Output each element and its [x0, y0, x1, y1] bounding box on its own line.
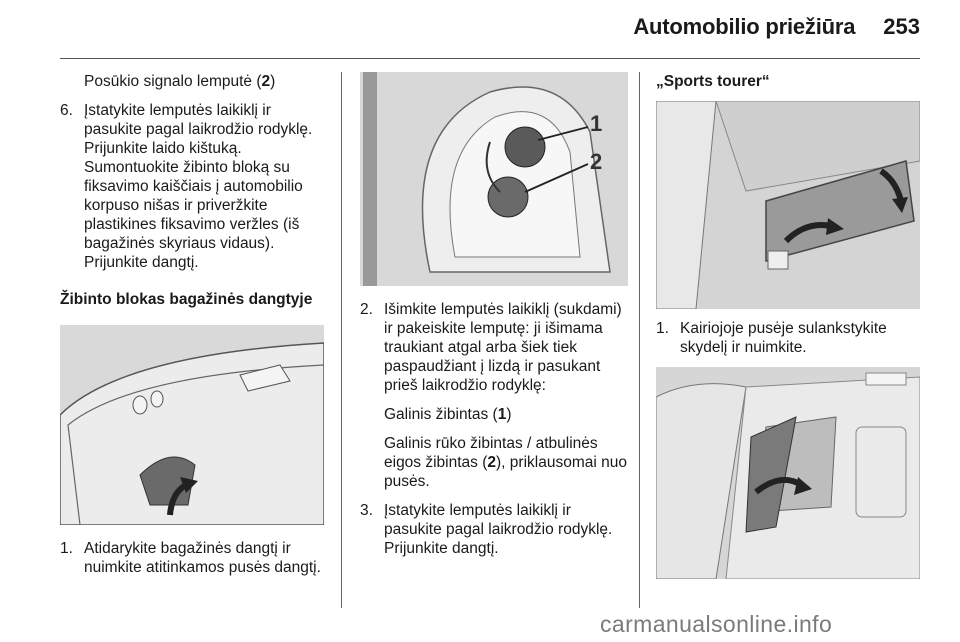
sub-ref: 1: [497, 406, 507, 423]
column-left: [60, 72, 328, 587]
sub-text: Galinis rūko žibintas / atbulinės eigos žibintas (: [384, 435, 598, 471]
intro-ref: 2: [261, 73, 271, 90]
column-divider-right: [639, 72, 640, 608]
page-header: [633, 14, 920, 40]
step-number: 1.: [60, 540, 73, 557]
column-right: [656, 72, 920, 579]
sub-text-end: ), priklausomai nuo pusės.: [384, 454, 627, 490]
step-text: Kairiojoje pusėje sulankstykite skydelį ir nuimkite.: [680, 320, 887, 356]
column-divider-left: [341, 72, 342, 608]
step-number: 2.: [360, 301, 373, 318]
intro-line: [60, 72, 328, 91]
step-1-right: [656, 319, 920, 357]
step-text: Įstatykite lemputės laikiklį ir pasukite pagal laikrodžio rodyklę. Prijunkite dangtį.: [384, 502, 613, 557]
page-title: Automobilio priežiūra: [633, 14, 856, 39]
column-middle: [360, 72, 628, 568]
sub-item-1: [360, 405, 628, 424]
watermark: carmanualsonline.info: [600, 611, 833, 637]
step-6: [60, 101, 328, 272]
tailgate-illustration: [60, 325, 324, 525]
intro-text-end: ): [270, 73, 276, 90]
lamp-holder-illustration: [360, 72, 628, 286]
step-text: Įstatykite lemputės laikiklį ir pasukite pagal laikrodžio rodyklę. Prijunkite laido kištuką. Sumontuokite žibinto bloką su fiksavimo kaiščiais į automobilio korpuso nišas ir priveržkite plastikines fiksavimo veržles (iš bagažinės skyriaus vidaus). Prijunkite dangtį.: [84, 102, 313, 271]
step-text: Atidarykite bagažinės dangtį ir nuimkite atitinkamos pusės dangtį.: [84, 540, 321, 576]
header-rule: [60, 58, 920, 59]
sub-ref: 2: [487, 454, 497, 471]
intro-text: Posūkio signalo lemputė (: [84, 73, 262, 90]
sub-text: Galinis žibintas (: [384, 406, 498, 423]
step-number: 6.: [60, 102, 73, 119]
step-1: [60, 539, 328, 577]
section-heading: Žibinto blokas bagažinės dangtyje: [60, 291, 313, 308]
step-text: Išimkite lemputės laikiklį (sukdami) ir pakeiskite lemputę: ji išimama traukiant atgal arba šiek tiek paspaudžiant į lizdą ir pasukant prieš laikrodžio rodyklę:: [384, 301, 622, 394]
step-number: 1.: [656, 320, 669, 337]
sub-item-2: [360, 434, 628, 491]
section-heading: „Sports tourer“: [656, 73, 770, 90]
side-panel-illustration: [656, 367, 920, 579]
page-number: 253: [883, 14, 920, 39]
step-number: 3.: [360, 502, 373, 519]
step-2: [360, 300, 628, 395]
sub-text-end: ): [506, 406, 512, 423]
callout-2: 2: [590, 149, 603, 174]
callout-1: 1: [590, 111, 603, 136]
trunk-panel-illustration: [656, 101, 920, 309]
step-3: [360, 501, 628, 558]
